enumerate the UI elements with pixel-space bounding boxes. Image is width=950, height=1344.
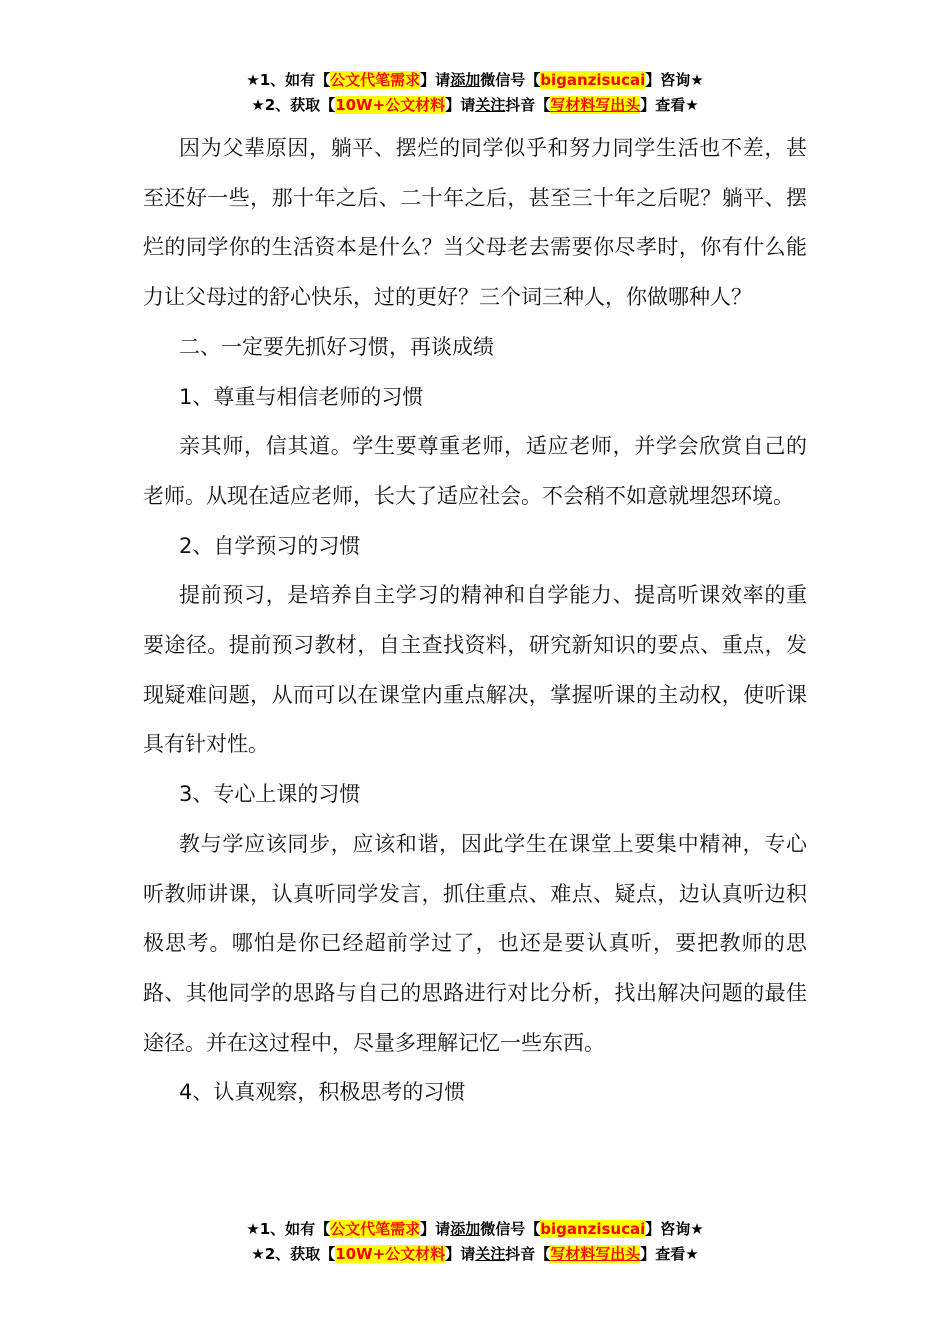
banner-text: 】请 — [420, 71, 451, 89]
banner-text: 】咨询★ — [645, 71, 704, 89]
subsection-heading: 4、认真观察，积极思考的习惯 — [179, 1080, 466, 1105]
banner-text: ★1、如有【 — [246, 71, 331, 89]
header-banner — [0, 68, 950, 118]
body-paragraph: 提前预习，是培养自主学习的精神和自学能力、提高听课效率的重要途径。提前预习教材，自主查找资料，研究新知识的要点、重点，发现疑难问题，从而可以在课堂内重点解决，掌握听课的主动权，使听课具有针对性。 — [143, 583, 807, 757]
douyin-id: 写材料写出头 — [550, 1245, 641, 1263]
banner-text: 】查看★ — [640, 96, 699, 114]
body-paragraph: 教与学应该同步，应该和谐，因此学生在课堂上要集中精神，专心听教师讲课，认真听同学发言，抓住重点、难点、疑点，边认真听边积极思考。哪怕是你已经超前学过了，也还是要认真听，要把教师的思路、其他同学的思路与自己的思路进行对比分析，找出解决问题的最佳途径。并在这过程中，尽量多理解记忆一些东西。 — [143, 831, 807, 1055]
wechat-id: biganzisucai — [540, 71, 646, 89]
emphasis-follow: 关注 — [475, 1245, 506, 1263]
banner-text: ★1、如有【 — [246, 1220, 331, 1238]
banner-text: 抖音【 — [505, 1245, 551, 1263]
wechat-id: biganzisucai — [540, 1220, 646, 1238]
banner-text: 】查看★ — [640, 1245, 699, 1263]
subsection-heading: 2、自学预习的习惯 — [179, 533, 361, 558]
banner-text: ★2、获取【 — [251, 1245, 336, 1263]
subsection-heading: 3、专心上课的习惯 — [179, 782, 361, 807]
banner-text: 】请 — [445, 96, 476, 114]
banner-text: 微信号【 — [480, 71, 541, 89]
highlight-service: 公文代笔需求 — [330, 71, 421, 89]
banner-text: 】请 — [420, 1220, 451, 1238]
body-paragraph: 因为父辈原因，躺平、摆烂的同学似乎和努力同学生活也不差，甚至还好一些，那十年之后、二十年之后，甚至三十年之后呢？躺平、摆烂的同学你的生活资本是什么？当父母老去需要你尽孝时，你有什么能力让父母过的舒心快乐，过的更好？三个词三种人，你做哪种人？ — [143, 136, 807, 310]
banner-line-2 — [0, 1242, 950, 1267]
banner-text: 微信号【 — [480, 1220, 541, 1238]
emphasis-add: 添加 — [450, 1220, 481, 1238]
document-body — [143, 124, 807, 1118]
emphasis-add: 添加 — [450, 71, 481, 89]
highlight-materials: 10W+公文材料 — [335, 1245, 446, 1263]
banner-text: 抖音【 — [505, 96, 551, 114]
douyin-id: 写材料写出头 — [550, 96, 641, 114]
highlight-service: 公文代笔需求 — [330, 1220, 421, 1238]
banner-line-1 — [0, 68, 950, 93]
body-paragraph: 亲其师，信其道。学生要尊重老师，适应老师，并学会欣赏自己的老师。从现在适应老师，长大了适应社会。不会稍不如意就埋怨环境。 — [143, 434, 807, 508]
banner-text: 】请 — [445, 1245, 476, 1263]
footer-banner — [0, 1217, 950, 1267]
banner-text: ★2、获取【 — [251, 96, 336, 114]
subsection-heading: 1、尊重与相信老师的习惯 — [179, 384, 424, 409]
banner-line-2 — [0, 93, 950, 118]
section-heading: 二、一定要先抓好习惯，再谈成绩 — [179, 334, 494, 359]
banner-text: 】咨询★ — [645, 1220, 704, 1238]
banner-line-1 — [0, 1217, 950, 1242]
emphasis-follow: 关注 — [475, 96, 506, 114]
highlight-materials: 10W+公文材料 — [335, 96, 446, 114]
